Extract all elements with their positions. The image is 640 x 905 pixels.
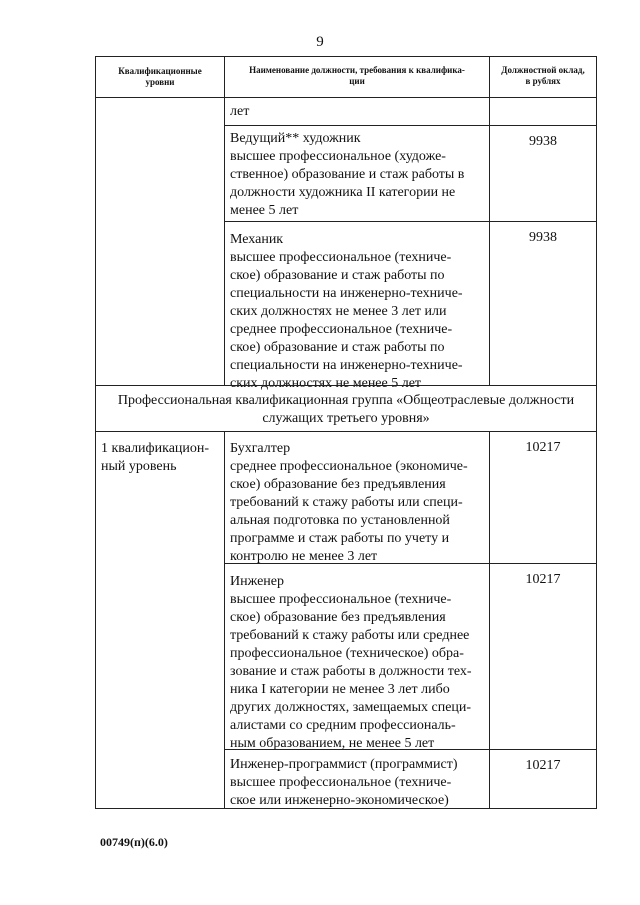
group-title: Профессиональная квалификационная группа «Общеотраслевые должности служащих третьего уровня» [95,385,597,432]
header-position-requirements: Наименование должности, требования к квалифика- ции [224,56,490,98]
qualification-table [95,56,597,809]
position-mechanic: Механик высшее профессиональное (техниче- ское) образование и стаж работы по специальности на инженерно-техниче- ских должностях не менее 3 лет или среднее профессиональное (техниче- ское) образование и стаж работы по специальности на инженерно-техниче- ских должностях не менее 5 лет [224,221,490,386]
salary-engineer: 10217 [489,563,597,750]
salary-engineer-programmer: 10217 [489,749,597,809]
page-number: 9 [316,34,324,50]
salary-accountant: 10217 [489,431,597,564]
header-qualification-levels: Квалификационные уровни [95,56,225,98]
document-code: 00749(п)(6.0) [100,835,168,849]
salary-lead-artist: 9938 [489,125,597,222]
header-salary: Должностной оклад, в рублях [489,56,597,98]
level-cell-empty [95,97,225,386]
salary-mechanic: 9938 [489,221,597,386]
position-accountant: Бухгалтер среднее профессиональное (экономиче- ское) образование без предъявления требований к стажу работы или специ- альная подготовка по установленной программе и стаж работы по учету и контролю не менее 3 лет [224,431,490,564]
level-1-label: 1 квалификацион- ный уровень [95,431,225,809]
continuation-text: лет [224,97,490,126]
position-engineer-programmer: Инженер-программист (программист) высшее профессиональное (техниче- ское или инженерно-экономическое) [224,749,490,809]
position-engineer: Инженер высшее профессиональное (техниче- ское) образование без предъявления требований к стажу работы или среднее профессиональное (техническое) обра- зование и стаж работы в должности тех- ника I категории не менее 3 лет либо других должностях, замещаемых специ- алистами со средним профессиональ- ным образованием, не менее 5 лет [224,563,490,750]
position-lead-artist: Ведущий** художник высшее профессиональное (художе- ственное) образование и стаж работы в должности художника II категории не менее 5 лет [224,125,490,222]
continuation-salary-cell [489,97,597,126]
